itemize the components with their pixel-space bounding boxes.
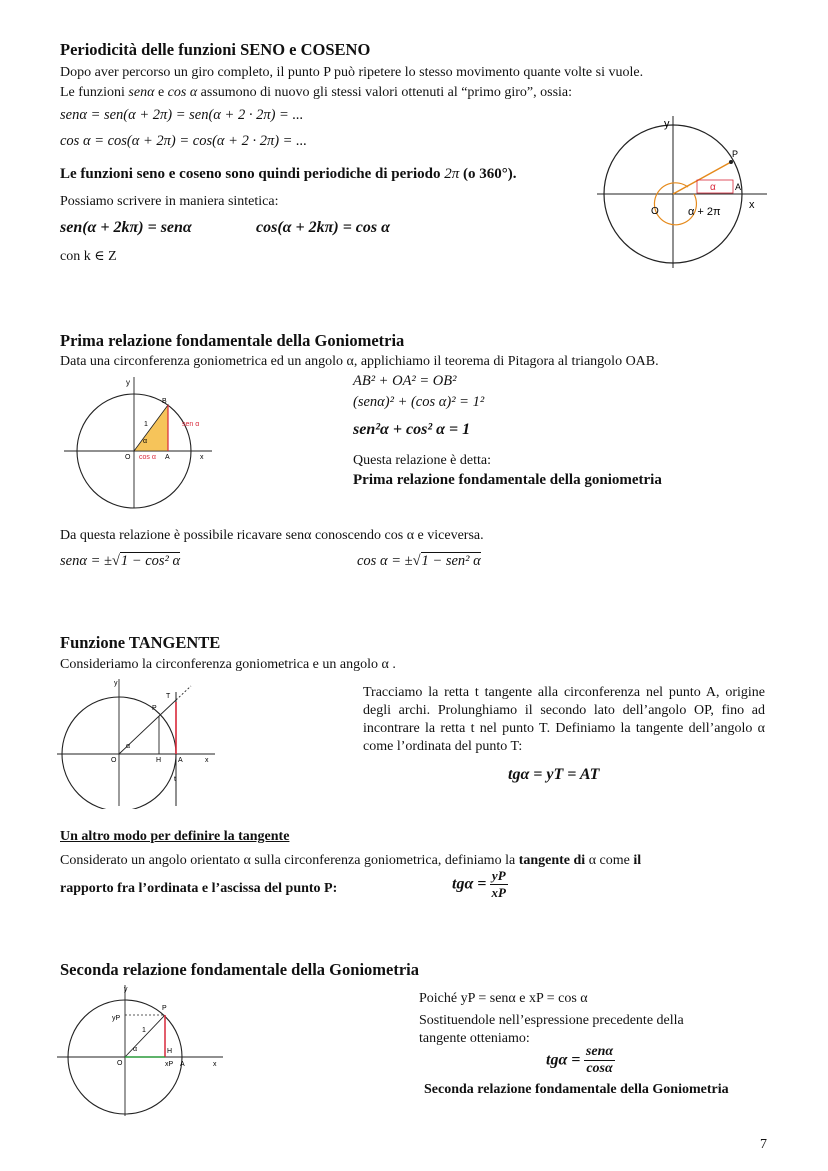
label-p: P bbox=[152, 705, 157, 712]
point-p bbox=[729, 160, 733, 164]
second-relation-name: Seconda relazione fondamentale della Goniometria bbox=[424, 1082, 729, 1097]
label-alpha: α bbox=[710, 182, 716, 193]
periodic-statement: Le funzioni seno e coseno sono quindi periodiche di periodo 2π (o 360°). bbox=[60, 166, 517, 182]
label-one: 1 bbox=[144, 421, 148, 428]
formula-sen-general: sen(α + 2kπ) = senα bbox=[60, 219, 192, 236]
label-p: P bbox=[162, 1005, 167, 1012]
paragraph-substitute: Sostituendole nell’espressione precedente della tangente otteniamo: bbox=[419, 1013, 684, 1046]
section-title-tangent: Funzione TANGENTE bbox=[60, 633, 221, 652]
formula-cos-from-sen: cos α = ±√1 − sen² α bbox=[357, 553, 481, 569]
figure-second-relation bbox=[55, 980, 230, 1120]
paragraph-substitution: Poiché yP = senα e xP = cos α bbox=[419, 991, 588, 1006]
label-o: O bbox=[651, 206, 659, 217]
equation-squares: (senα)² + (cos α)² = 1² bbox=[353, 394, 485, 410]
arc-alpha-2pi bbox=[654, 183, 696, 225]
radius-op bbox=[125, 1015, 165, 1057]
paragraph-giro: Dopo aver percorso un giro completo, il punto P può ripetere lo stesso movimento quante volte si vuole. bbox=[60, 65, 644, 80]
label-t-line: t bbox=[174, 776, 176, 783]
label-y: y bbox=[124, 986, 128, 993]
figure-tangent bbox=[55, 674, 225, 809]
relation-note: Questa relazione è detta: bbox=[353, 453, 491, 468]
label-h: H bbox=[167, 1048, 173, 1055]
figure-periodicity-circle bbox=[595, 108, 775, 273]
formula-sen-from-cos: senα = ±√1 − cos² α bbox=[60, 553, 181, 569]
label-alpha: α bbox=[133, 1046, 138, 1053]
label-alpha-plus-2pi: α + 2π bbox=[688, 206, 721, 218]
radius-op bbox=[673, 162, 731, 194]
paragraph-ratio: rapporto fra l’ordinata e l’ascissa del punto P: bbox=[60, 881, 338, 896]
formula-tangent-ratio: tgα = $\frac{yP}{xP}$ bbox=[452, 868, 506, 900]
label-a: A bbox=[178, 757, 183, 764]
label-sen-alpha: sen α bbox=[182, 421, 200, 428]
label-yp: yP bbox=[112, 1015, 121, 1022]
label-cos-alpha: cos α bbox=[139, 454, 156, 461]
label-y: y bbox=[114, 680, 118, 687]
subsection-title-alt-tangent: Un altro modo per definire la tangente bbox=[60, 829, 290, 844]
formula-tangent-at: tgα = yT = AT bbox=[508, 766, 600, 783]
label-one: 1 bbox=[142, 1027, 146, 1034]
paragraph-pitagora: Data una circonferenza goniometrica ed un angolo α, applichiamo il teorema di Pitagora al triangolo OAB. bbox=[60, 354, 659, 369]
label-xp: xP bbox=[165, 1061, 174, 1068]
triangle-oab bbox=[134, 405, 168, 451]
paragraph-tangent-intro: Consideriamo la circonferenza goniometrica e un angolo α . bbox=[60, 657, 396, 672]
equation-sen-periodic: senα = sen(α + 2π) = sen(α + 2 · 2π) = ... bbox=[60, 107, 304, 123]
label-o: O bbox=[125, 454, 131, 461]
label-h: H bbox=[156, 757, 162, 764]
label-x: x bbox=[205, 757, 209, 764]
label-alpha: α bbox=[143, 438, 148, 445]
formula-second-relation: tgα = $\frac{\text{senα}}{\cos\alpha}$ bbox=[546, 1044, 614, 1076]
page-number: 7 bbox=[760, 1137, 767, 1152]
first-fundamental-relation: sen²α + cos² α = 1 bbox=[353, 421, 471, 438]
section-title-second-relation: Seconda relazione fondamentale della Goniometria bbox=[60, 960, 419, 979]
equation-cos-periodic: cos α = cos(α + 2π) = cos(α + 2 · 2π) = ... bbox=[60, 133, 307, 149]
paragraph-funzioni: Le funzioni senα e cos α assumono di nuovo gli stessi valori ottenuti al “primo giro”, ossia: bbox=[60, 85, 573, 100]
label-o: O bbox=[111, 757, 117, 764]
section-title-periodicity: Periodicità delle funzioni SENO e COSENO bbox=[60, 40, 371, 59]
label-y: y bbox=[126, 378, 130, 387]
label-a: A bbox=[735, 182, 742, 192]
label-a: A bbox=[180, 1061, 185, 1068]
synthetic-intro: Possiamo scrivere in maniera sintetica: bbox=[60, 194, 279, 209]
ray-extension bbox=[176, 686, 191, 700]
label-a: A bbox=[165, 454, 170, 461]
label-x: x bbox=[213, 1061, 217, 1068]
formula-cos-general: cos(α + 2kπ) = cos α bbox=[256, 219, 390, 236]
label-o: O bbox=[117, 1060, 123, 1067]
label-y: y bbox=[664, 118, 670, 130]
equation-pitagora: AB² + OA² = OB² bbox=[353, 373, 457, 389]
figure-first-relation bbox=[62, 372, 222, 512]
label-x: x bbox=[200, 454, 204, 461]
label-p: P bbox=[732, 149, 739, 159]
paragraph-tangent-definition: Tracciamo la retta t tangente alla circonferenza nel punto A, origine degli archi. Prolunghiamo il secondo lato dell’angolo OP, fino ad incontrare la retta t nel punto T. Definiamo la tangente dell’angolo α come l’ordinata del punto T: bbox=[363, 685, 765, 754]
paragraph-derive: Da questa relazione è possibile ricavare senα conoscendo cos α e viceversa. bbox=[60, 528, 484, 543]
integer-condition: con k ∈ Z bbox=[60, 249, 117, 264]
label-alpha: α bbox=[126, 743, 131, 750]
paragraph-alt-tangent: Considerato un angolo orientato α sulla circonferenza goniometrica, definiamo la tangente di α come il bbox=[60, 853, 642, 868]
label-t-point: T bbox=[166, 693, 171, 700]
relation-name: Prima relazione fondamentale della goniometria bbox=[353, 472, 662, 488]
label-b: B bbox=[162, 398, 167, 405]
section-title-first-relation: Prima relazione fondamentale della Goniometria bbox=[60, 331, 405, 350]
label-x: x bbox=[749, 199, 755, 211]
